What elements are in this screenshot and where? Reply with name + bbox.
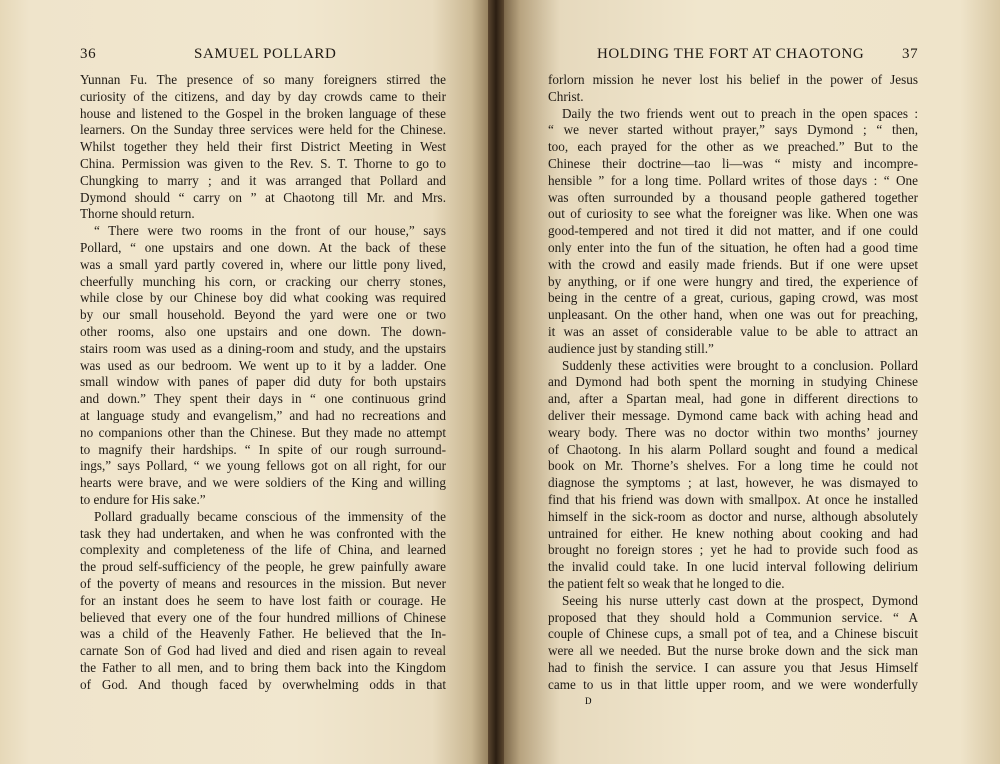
text-line: at language study and evangelism,” and had no recreations and: [80, 407, 446, 423]
text-line: by our small household. Beyond the yard were one or two: [80, 307, 446, 323]
text-line: Dymond should “ carry on ” at Chaotong till Mr. and Mrs.: [80, 189, 446, 205]
text-line: learners. On the Sunday three services were held for the Chinese.: [80, 122, 446, 138]
text-line: forlorn mission he never lost his belief in the power of Jesus: [548, 72, 918, 87]
text-line: Daily the two friends went out to preach in the open spaces :: [562, 105, 918, 121]
page-number-right: 37: [902, 46, 919, 62]
text-line: himself in the sick-room as doctor and nurse, although absolutely: [548, 508, 918, 524]
text-line: no companions other than the Chinese. But they made no attempt: [80, 424, 446, 440]
text-line: believed that every one of the four hundred millions of Chinese: [80, 609, 446, 625]
text-line: Pollard gradually became conscious of the immensity of the: [94, 508, 446, 524]
text-line: untrained for either. He knew nothing about cooking and had: [548, 525, 918, 541]
text-line: “ There were two rooms in the front of our house,” says: [94, 223, 446, 239]
text-line: Chinese their doctrine—tao li—was “ misty and incompre-: [548, 155, 918, 171]
right-page: [500, 0, 1000, 764]
text-line: complexity and completeness of the life of China, and learned: [80, 542, 446, 558]
text-line: only enter into the fun of the situation, he often had a good time: [548, 239, 918, 255]
text-line: and, after a Spartan meal, had gone in different directions to: [548, 391, 918, 407]
text-line: of the poverty of means and resources in the mission. But never: [80, 575, 446, 591]
text-line: came to us in that little upper room, and we were wonderfully: [548, 676, 918, 692]
text-line: hensible ” for a long time. Pollard writes of those days : “ One: [548, 172, 918, 188]
text-line: hearts were brave, and we were soldiers of the King and willing: [80, 475, 446, 491]
text-line: audience just by standing still.”: [548, 340, 714, 356]
running-head-right: HOLDING THE FORT AT CHAOTONG: [597, 46, 865, 62]
text-line: Thorne should return.: [80, 206, 195, 222]
text-line: were all we needed. But the nurse broke down and the sick man: [548, 643, 918, 659]
text-line: couple of Chinese cups, a small pot of tea, and a Chinese biscuit: [548, 626, 918, 642]
text-line: Pollard, “ one upstairs and one down. At the back of these: [80, 239, 446, 255]
text-line: out of curiosity to see what the foreigner was like. When one was: [548, 206, 918, 222]
text-line: was used as our bedroom. We went up to it by a ladder. One: [80, 357, 446, 373]
text-line: diagnose the symptoms ; at last, however, he was dismayed to: [548, 475, 918, 491]
text-line: was a child of the Heavenly Father. He believed that the In-: [80, 626, 446, 642]
text-line: Christ.: [548, 88, 584, 104]
text-line: other rooms, also one upstairs and one down. The down-: [80, 323, 446, 339]
left-page-body: [80, 72, 446, 693]
text-line: of God. And though faced by overwhelming odds in that: [80, 676, 446, 692]
text-line: good-tempered and not tired it did not matter, and if one could: [548, 223, 918, 239]
running-head-left: SAMUEL POLLARD: [194, 46, 337, 62]
text-line: had to finish the service. I can assure you that Jesus Himself: [548, 659, 918, 675]
text-line: proposed that they should hold a Communion service. “ A: [548, 609, 918, 625]
text-line: weary body. There was no doctor within two months’ journey: [548, 424, 918, 440]
text-line: stairs room was used as a dining-room and study, and the upstairs: [80, 340, 446, 356]
text-line: ings,” says Pollard, “ we young fellows got on all right, for our: [80, 458, 446, 474]
text-line: Whilst together they held their first District Meeting in West: [80, 139, 446, 155]
text-line: was often surrounded by a thousand people gathered together: [548, 189, 918, 205]
text-line: Chungking to marry ; and it was arranged that Pollard and: [80, 172, 446, 188]
text-line: for an instant does he seem to have lost faith or courage. He: [80, 592, 446, 608]
text-line: and down.” They spent their days in “ one continuous grind: [80, 391, 446, 407]
text-line: the Father to all men, and to bring them back into the Kingdom: [80, 659, 446, 675]
left-page: [0, 0, 492, 764]
text-line: with the crowd and easily made friends. But if one were upset: [548, 256, 918, 272]
text-line: “ we never started without prayer,” says Dymond ; “ then,: [548, 122, 918, 138]
text-line: it was an asset of considerable value to be able to attract an: [548, 323, 918, 339]
text-line: brought no foreign stores ; yet he had to provide such food as: [548, 542, 918, 558]
signature-mark: D: [585, 696, 592, 706]
text-line: task they had undertaken, and when he was confronted with the: [80, 525, 446, 541]
right-page-body: [548, 72, 918, 693]
text-line: too, each prayed for the other as we preached.” But to the: [548, 139, 918, 155]
text-line: Seeing his nurse utterly cast down at the prospect, Dymond: [562, 592, 918, 608]
text-line: the invalid could take. In one lucid interval following delirium: [548, 559, 918, 575]
text-line: the patient felt so weak that he longed to die.: [548, 575, 785, 591]
text-line: curiosity of the citizens, and day by day crowds came to their: [80, 88, 446, 104]
book-gutter: [488, 0, 504, 764]
text-line: house and listened to the Gospel in the broken language of these: [80, 105, 446, 121]
text-line: the proud self-sufficiency of the people, he grew painfully aware: [80, 559, 446, 575]
text-line: find that his friend was down with smallpox. At once he installed: [548, 491, 918, 507]
text-line: carnate Son of God had lived and died and risen again to reveal: [80, 643, 446, 659]
text-line: to magnify their hardships. “ In spite of our rough surround-: [80, 441, 446, 457]
text-line: of Chaotong. In his alarm Pollard sought and found a medical: [548, 441, 918, 457]
text-line: China. Permission was given to the Rev. S. T. Thorne to go to: [80, 155, 446, 171]
text-line: cheerfully munching his corn, or cracking our cherry stones,: [80, 273, 446, 289]
page-number-left: 36: [80, 46, 97, 62]
text-line: to endure for His sake.”: [80, 491, 206, 507]
text-line: and Dymond had both spent the morning in studying Chinese: [548, 374, 918, 390]
text-line: by anything, or if one were hungry and tired, the experience of: [548, 273, 918, 289]
text-line: being in the centre of a great, curious, gaping crowd, was most: [548, 290, 918, 306]
text-line: Yunnan Fu. The presence of so many foreigners stirred the: [80, 72, 446, 87]
text-line: was a small yard partly covered in, where our little pony lived,: [80, 256, 446, 272]
text-line: Suddenly these activities were brought to a conclusion. Pollard: [562, 357, 918, 373]
text-line: small window with panes of paper did duty for both upstairs: [80, 374, 446, 390]
text-line: deliver their message. Dymond came back with aching head and: [548, 407, 918, 423]
text-line: while close by our Chinese boy did what cooking was required: [80, 290, 446, 306]
text-line: book on Mr. Thorne’s shelves. For a long time he could not: [548, 458, 918, 474]
text-line: unpleasant. On the other hand, when one was out for preaching,: [548, 307, 918, 323]
